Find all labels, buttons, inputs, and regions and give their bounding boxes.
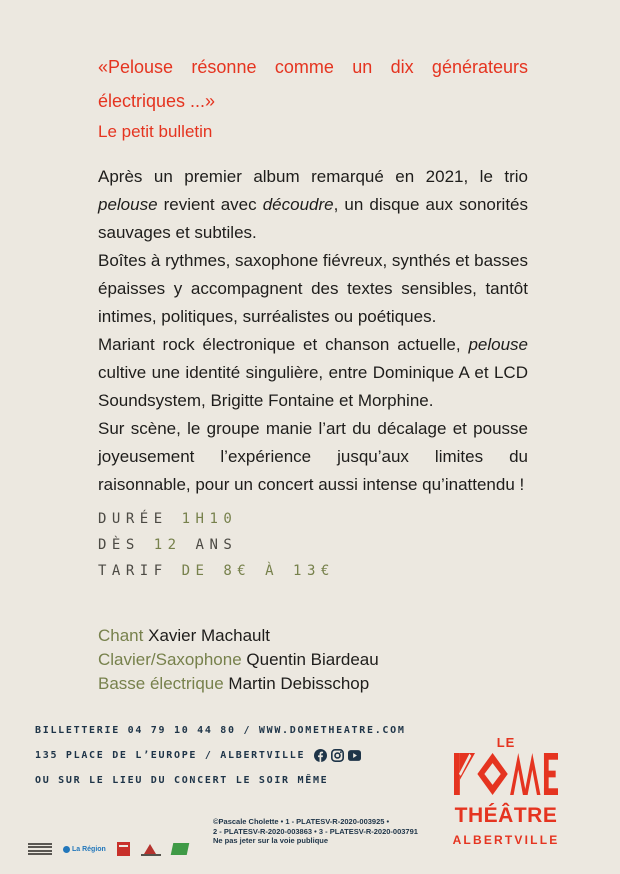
social-icons bbox=[314, 749, 361, 762]
body-text: revient avec bbox=[157, 195, 263, 214]
age-label: DÈS bbox=[98, 537, 140, 553]
venue-note-line bbox=[35, 768, 406, 793]
credit-row bbox=[98, 624, 379, 648]
credit-role: Chant bbox=[98, 626, 144, 645]
ticketing-line bbox=[35, 718, 406, 743]
logo-city: ALBERTVILLE bbox=[452, 833, 560, 847]
band-name-italic: pelouse bbox=[468, 335, 528, 354]
dome-theatre-logo bbox=[446, 736, 566, 847]
la-region-dot-icon bbox=[63, 846, 70, 853]
savoie-mountain-logo bbox=[141, 842, 161, 856]
press-quote bbox=[98, 50, 528, 144]
tarif-line bbox=[98, 558, 335, 584]
credit-row bbox=[98, 648, 379, 672]
ticketing-phone-website: BILLETTERIE 04 79 10 44 80 / WWW.DOMETHEATRE.COM bbox=[35, 725, 406, 736]
logo-dome-wordmark bbox=[446, 753, 566, 800]
album-name-italic: découdre bbox=[262, 195, 334, 214]
logo-le: LE bbox=[496, 735, 516, 750]
photo-credit-license-line1: ©Pascale Cholette • 1 - PLATESV-R-2020-003925 • bbox=[213, 817, 390, 826]
practical-info bbox=[98, 506, 335, 584]
agglo-logo bbox=[171, 843, 190, 855]
credit-name: Quentin Biardeau bbox=[246, 650, 379, 669]
description-text bbox=[98, 163, 528, 499]
duration-value: 1H10 bbox=[181, 511, 238, 527]
litter-notice: Ne pas jeter sur la voie publique bbox=[213, 836, 329, 845]
credit-role: Basse électrique bbox=[98, 674, 224, 693]
press-quote-text: «Pelouse résonne comme un dix générateurs électriques ...» bbox=[98, 57, 528, 111]
legal-notice bbox=[213, 817, 438, 846]
venue-address: 135 PLACE DE L’EUROPE / ALBERTVILLE bbox=[35, 750, 306, 761]
license-line2: 2 - PLATESV-R-2020-003863 • 3 - PLATESV-R-2020-003791 bbox=[213, 826, 418, 836]
dome-stylized-letters-icon bbox=[454, 753, 558, 795]
body-text: Après un premier album remarqué en 2021, le trio bbox=[98, 167, 528, 186]
address-line bbox=[35, 743, 406, 768]
youtube-icon bbox=[348, 749, 361, 762]
credit-row bbox=[98, 672, 379, 696]
duration-line bbox=[98, 506, 335, 532]
la-region-logo bbox=[63, 846, 106, 853]
ministry-logo bbox=[28, 843, 52, 856]
body-paragraph-1 bbox=[98, 163, 528, 247]
duration-label: DURÉE bbox=[98, 511, 168, 527]
band-name-italic: pelouse bbox=[98, 195, 158, 214]
facebook-icon bbox=[314, 749, 327, 762]
body-paragraph-2: Boîtes à rythmes, saxophone fiévreux, synthés et basses épaisses y accompagnent des textes sensibles, tantôt intimes, politiques, surréalistes ou poétiques. bbox=[98, 251, 528, 326]
body-text: Mariant rock électronique et chanson actuelle, bbox=[98, 335, 469, 354]
body-text: , un disque aux sonorités sauvages et subtiles. bbox=[98, 195, 529, 242]
departement-logo bbox=[117, 842, 130, 856]
tarif-value: DE 8€ À 13€ bbox=[181, 563, 335, 579]
venue-note: OU SUR LE LIEU DU CONCERT LE SOIR MÊME bbox=[35, 775, 329, 786]
credit-name: Xavier Machault bbox=[148, 626, 270, 645]
ticketing-info bbox=[35, 718, 406, 793]
logo-theatre: THÉÂTRE bbox=[454, 804, 558, 827]
age-value: 12 bbox=[153, 537, 182, 553]
body-paragraph-4: Sur scène, le groupe manie l’art du décalage et pousse joyeusement l’expérience jusqu’aux limites du raisonnable, pour un concert aussi intense qu’inattendu ! bbox=[98, 419, 528, 494]
credit-name: Martin Debisschop bbox=[228, 674, 370, 693]
body-paragraph-3 bbox=[98, 331, 528, 415]
instagram-icon bbox=[331, 749, 344, 762]
age-line bbox=[98, 532, 335, 558]
press-quote-source: Le petit bulletin bbox=[98, 122, 213, 141]
credit-role: Clavier/Saxophone bbox=[98, 650, 242, 669]
tarif-label: TARIF bbox=[98, 563, 168, 579]
la-region-label: La Région bbox=[72, 845, 106, 853]
body-text: cultive une identité singulière, entre Dominique A et LCD Soundsystem, Brigitte Fontaine et Morphine. bbox=[98, 363, 528, 410]
age-suffix: ANS bbox=[195, 537, 238, 553]
artist-credits bbox=[98, 624, 379, 696]
partner-logos bbox=[28, 842, 188, 856]
